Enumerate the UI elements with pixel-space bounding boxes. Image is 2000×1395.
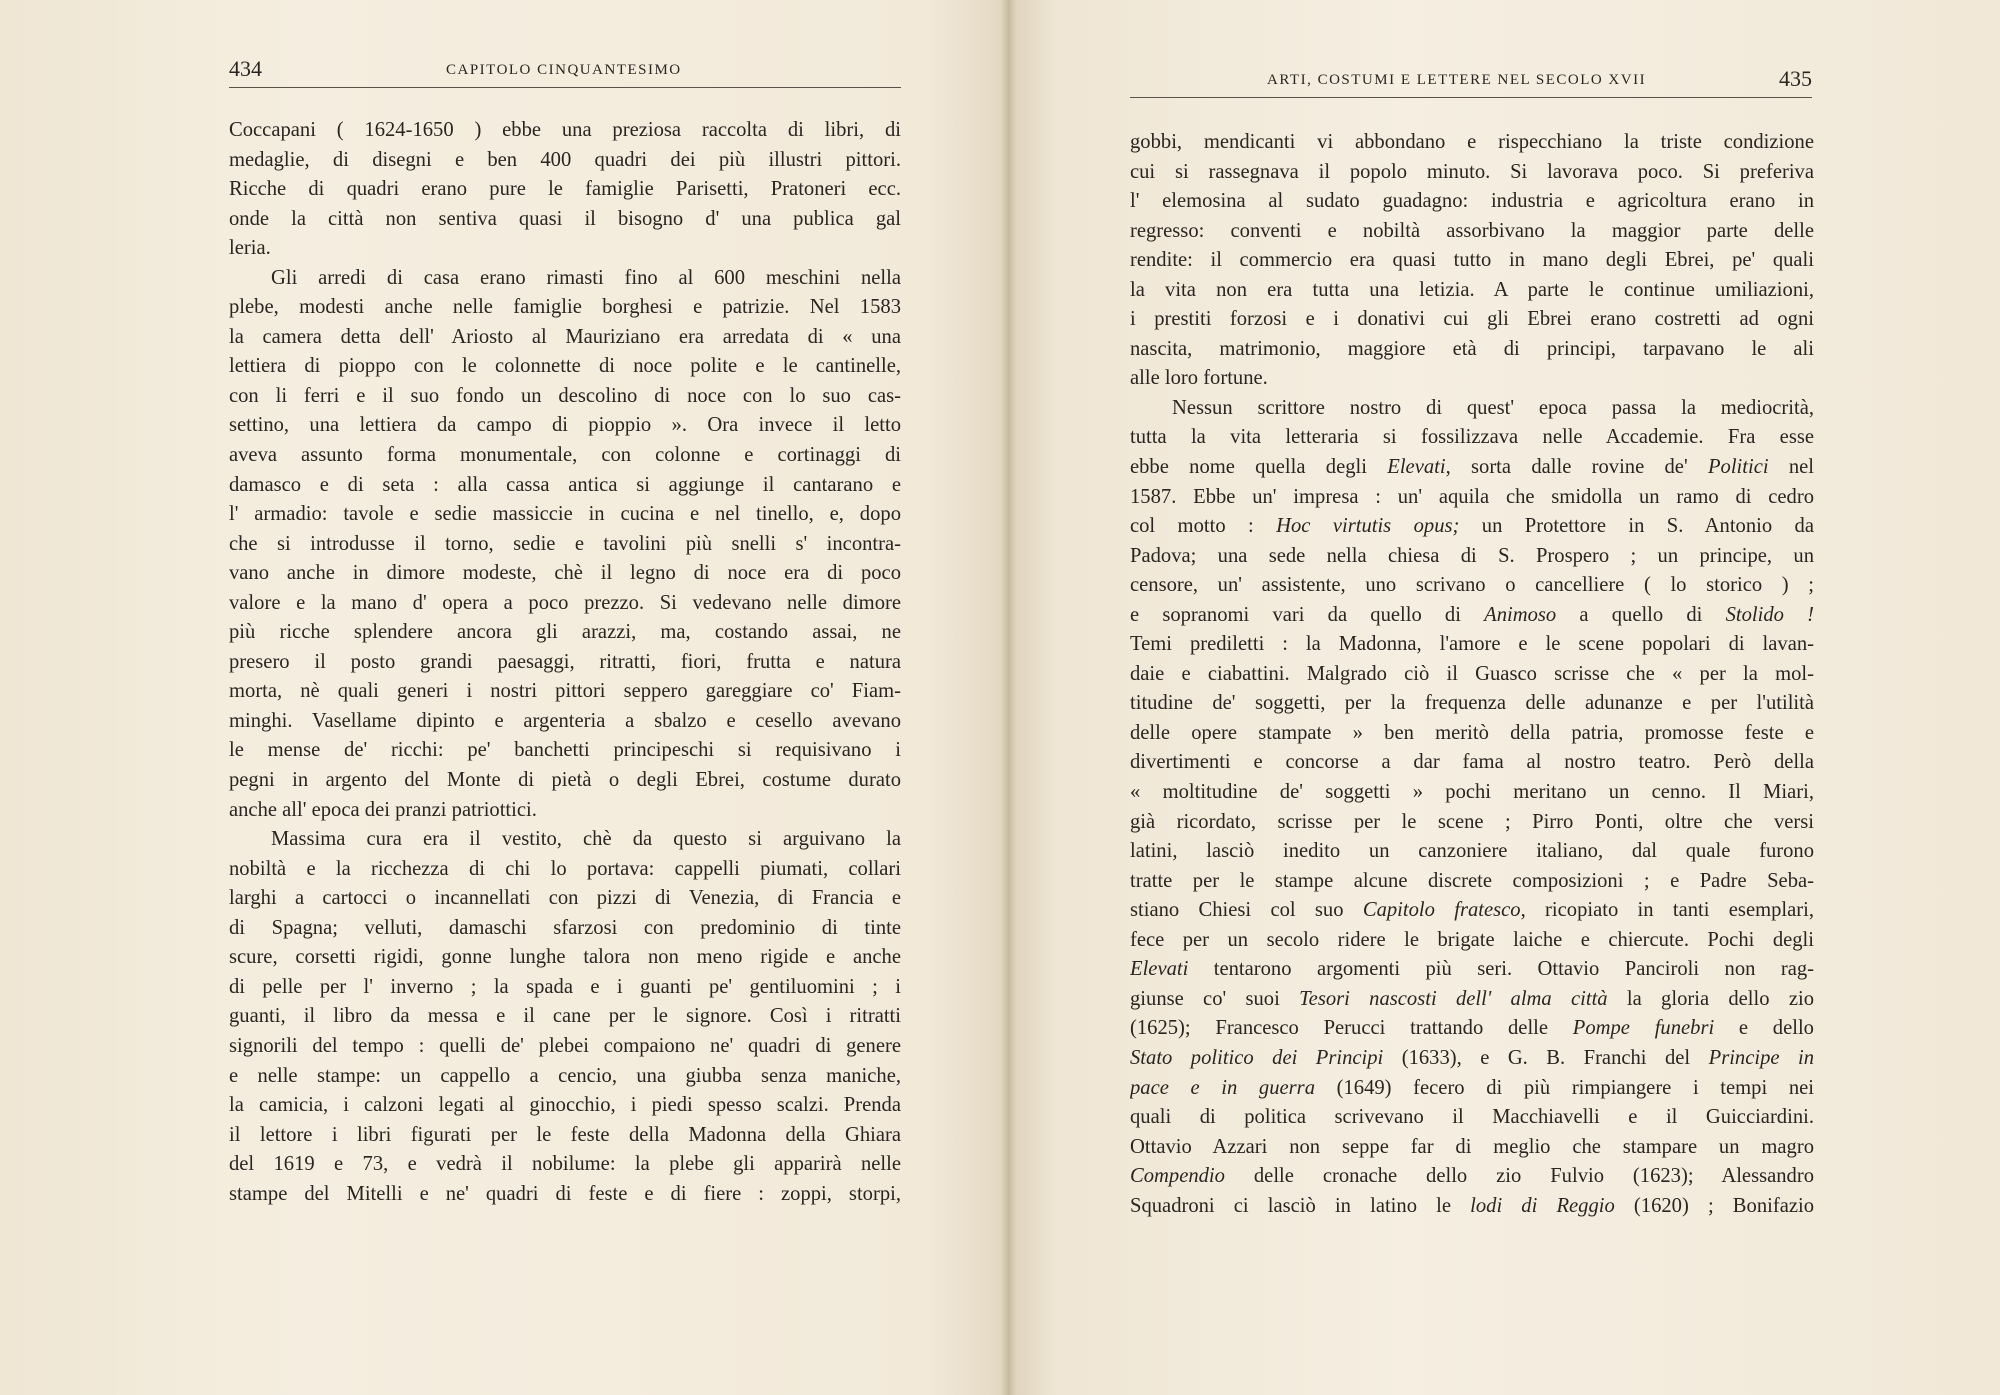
text-line: Temi prediletti : la Madonna, l'amore e le scene popolari di lavan- (1130, 633, 1814, 656)
book-gutter (1000, 0, 1016, 1395)
text-line: e nelle stampe: un cappello a cencio, una giubba senza maniche, (229, 1064, 901, 1087)
text-line: minghi. Vasellame dipinto e argenteria a sbalzo e cesello avevano (229, 709, 901, 732)
header-rule (1130, 97, 1812, 98)
text-line: Squadroni ci lasciò in latino le lodi di Reggio (1620) ; Bonifazio (1130, 1194, 1814, 1217)
text-line: larghi a cartocci o incannellati con pizzi di Venezia, di Francia e (229, 887, 901, 910)
text-line: Elevati tentarono argomenti più seri. Ottavio Panciroli non rag- (1130, 958, 1814, 981)
text-line: Padova; una sede nella chiesa di S. Prospero ; un principe, un (1130, 544, 1814, 567)
text-line: stampe del Mitelli e ne' quadri di feste e di fiere : zoppi, storpi, (229, 1182, 901, 1205)
text-line: delle opere stampate » ben meritò della patria, promosse feste e (1130, 721, 1814, 744)
text-line: di pelle per l' inverno ; la spada e i guanti pe' gentiluomini ; i (229, 975, 901, 998)
text-line: il lettore i libri figurati per le feste della Madonna della Ghiara (229, 1123, 901, 1146)
text-line: Compendio delle cronache dello zio Fulvio (1623); Alessandro (1130, 1165, 1814, 1188)
right-page-body (1130, 128, 1814, 1221)
right-page-number: 435 (1779, 66, 1812, 91)
text-line: fece per un secolo ridere le brigate laiche e chiercute. Pochi degli (1130, 928, 1814, 951)
text-line: morta, nè quali generi i nostri pittori seppero gareggiare co' Fiam- (229, 680, 901, 703)
text-line: damasco e di seta : alla cassa antica si aggiunge il cantarano e (229, 473, 901, 496)
text-line: signorili del tempo : quelli de' plebei compaiono ne' quadri di genere (229, 1034, 901, 1057)
text-line: latini, lasciò inedito un canzoniere italiano, dal quale furono (1130, 840, 1814, 863)
text-line: l' elemosina al sudato guadagno: industria e agricoltura erano in (1130, 190, 1814, 213)
text-line: « moltitudine de' soggetti » pochi meritano un cenno. Il Miari, (1130, 781, 1814, 804)
left-page-number: 434 (229, 56, 262, 81)
text-line: medaglie, di disegni e ben 400 quadri dei più illustri pittori. (229, 148, 901, 171)
text-line: Nessun scrittore nostro di quest' epoca passa la mediocrità, (1172, 396, 1814, 419)
text-line: onde la città non sentiva quasi il bisogno d' una publica gal (229, 207, 901, 230)
right-running-head: ARTI, COSTUMI E LETTERE NEL SECOLO XVII (1267, 72, 1647, 88)
text-line: la camicia, i calzoni legati al ginocchio, i piedi spesso scalzi. Prenda (229, 1094, 901, 1117)
text-line: la camera detta dell' Ariosto al Mauriziano era arredata di « una (229, 325, 901, 348)
text-line: divertimenti e concorse a dar fama al nostro teatro. Però della (1130, 751, 1814, 774)
header-rule (229, 87, 901, 88)
text-line: più ricche splendere ancora gli arazzi, ma, costando assai, ne (229, 621, 901, 644)
text-line: guanti, il libro da messa e il cane per le signore. Così i ritratti (229, 1005, 901, 1028)
text-line: valore e la mano d' opera a poco prezzo. Si vedevano nelle dimore (229, 591, 901, 614)
text-line: con li ferri e il suo fondo un descolino di noce con lo suo cas- (229, 384, 901, 407)
text-line: del 1619 e 73, e vedrà il nobilume: la plebe gli apparirà nelle (229, 1153, 901, 1176)
text-line: daie e ciabattini. Malgrado ciò il Guasco scrisse che « per la mol- (1130, 662, 1814, 685)
left-running-head: CAPITOLO CINQUANTESIMO (446, 62, 682, 78)
text-line: quali di politica scrivevano il Macchiavelli e il Guicciardini. (1130, 1106, 1814, 1129)
text-line: anche all' epoca dei pranzi patriottici. (229, 798, 537, 821)
text-line: censore, un' assistente, uno scrivano o cancelliere ( lo storico ) ; (1130, 574, 1814, 597)
text-line: settino, una lettiera da campo di pioppio ». Ora invece il letto (229, 414, 901, 437)
text-line: plebe, modesti anche nelle famiglie borghesi e patrizie. Nel 1583 (229, 296, 901, 319)
right-page-header (1130, 66, 1812, 96)
text-line: Stato politico dei Principi (1633), e G. B. Franchi del Principe in (1130, 1046, 1814, 1069)
text-line: gobbi, mendicanti vi abbondano e rispecchiano la triste condizione (1130, 131, 1814, 153)
text-line: titudine de' soggetti, per la frequenza delle adunanze e per l'utilità (1130, 692, 1814, 715)
text-line: che si introdusse il torno, sedie e tavolini più snelli s' incontra- (229, 532, 901, 555)
left-page-body (229, 116, 901, 1209)
text-line: Ottavio Azzari non seppe far di meglio che stampare un magro (1130, 1135, 1814, 1158)
text-line: presero il posto grandi paesaggi, ritratti, fiori, frutta e natura (229, 650, 901, 673)
text-line: aveva assunto forma monumentale, con colonne e cortinaggi di (229, 444, 901, 467)
text-line: 1587. Ebbe un' impresa : un' aquila che smidolla un ramo di cedro (1130, 485, 1814, 508)
text-line: lettiera di pioppo con le colonnette di noce polite e le cantinelle, (229, 355, 901, 378)
text-line: e sopranomi vari da quello di Animoso a quello di Stolido ! (1130, 603, 1814, 626)
text-line: di Spagna; velluti, damaschi sfarzosi con predominio di tinte (229, 916, 901, 939)
text-line: cui si rassegnava il popolo minuto. Si lavorava poco. Si preferiva (1130, 160, 1814, 183)
text-line: (1625); Francesco Perucci trattando delle Pompe funebri e dello (1130, 1017, 1814, 1040)
text-line: alle loro fortune. (1130, 367, 1268, 390)
text-line: i prestiti forzosi e i donativi cui gli Ebrei erano costretti ad ogni (1130, 308, 1814, 331)
text-line: Coccapani ( 1624-1650 ) ebbe una preziosa raccolta di libri, di (229, 119, 901, 141)
text-line: Gli arredi di casa erano rimasti fino al 600 meschini nella (271, 266, 901, 289)
text-line: stiano Chiesi col suo Capitolo fratesco, ricopiato in tanti esemplari, (1130, 899, 1814, 922)
text-line: nobiltà e la ricchezza di chi lo portava: cappelli piumati, collari (229, 857, 901, 880)
left-page-header (229, 56, 901, 86)
text-line: leria. (229, 237, 271, 260)
text-line: nascita, matrimonio, maggiore età di principi, tarpavano le ali (1130, 337, 1814, 360)
text-line: pegni in argento del Monte di pietà o degli Ebrei, costume durato (229, 769, 901, 792)
text-line: ebbe nome quella degli Elevati, sorta dalle rovine de' Politici nel (1130, 456, 1814, 479)
text-line: rendite: il commercio era quasi tutto in mano degli Ebrei, pe' quali (1130, 249, 1814, 272)
text-line: Massima cura era il vestito, chè da questo si arguivano la (271, 828, 901, 851)
text-line: col motto : Hoc virtutis opus; un Protettore in S. Antonio da (1130, 515, 1814, 538)
text-line: scure, corsetti rigidi, gonne lunghe talora non meno rigide e anche (229, 946, 901, 969)
text-line: giunse co' suoi Tesori nascosti dell' alma città la gloria dello zio (1130, 987, 1814, 1010)
text-line: l' armadio: tavole e sedie massiccie in cucina e nel tinello, e, dopo (229, 503, 901, 526)
text-line: tutta la vita letteraria si fossilizzava nelle Accademie. Fra esse (1130, 426, 1814, 449)
text-line: già ricordato, scrisse per le scene ; Pirro Ponti, oltre che versi (1130, 810, 1814, 833)
text-line: tratte per le stampe alcune discrete composizioni ; e Padre Seba- (1130, 869, 1814, 892)
text-line: le mense de' ricchi: pe' banchetti principeschi si requisivano i (229, 739, 901, 762)
text-line: Ricche di quadri erano pure le famiglie Parisetti, Pratoneri ecc. (229, 178, 901, 201)
right-page (1008, 0, 2000, 1395)
text-line: la vita non era tutta una letizia. A parte le continue umiliazioni, (1130, 278, 1814, 301)
text-line: pace e in guerra (1649) fecero di più rimpiangere i tempi nei (1130, 1076, 1814, 1099)
text-line: vano anche in dimore modeste, chè il legno di noce era di poco (229, 562, 901, 585)
text-line: regresso: conventi e nobiltà assorbivano la maggior parte delle (1130, 219, 1814, 242)
